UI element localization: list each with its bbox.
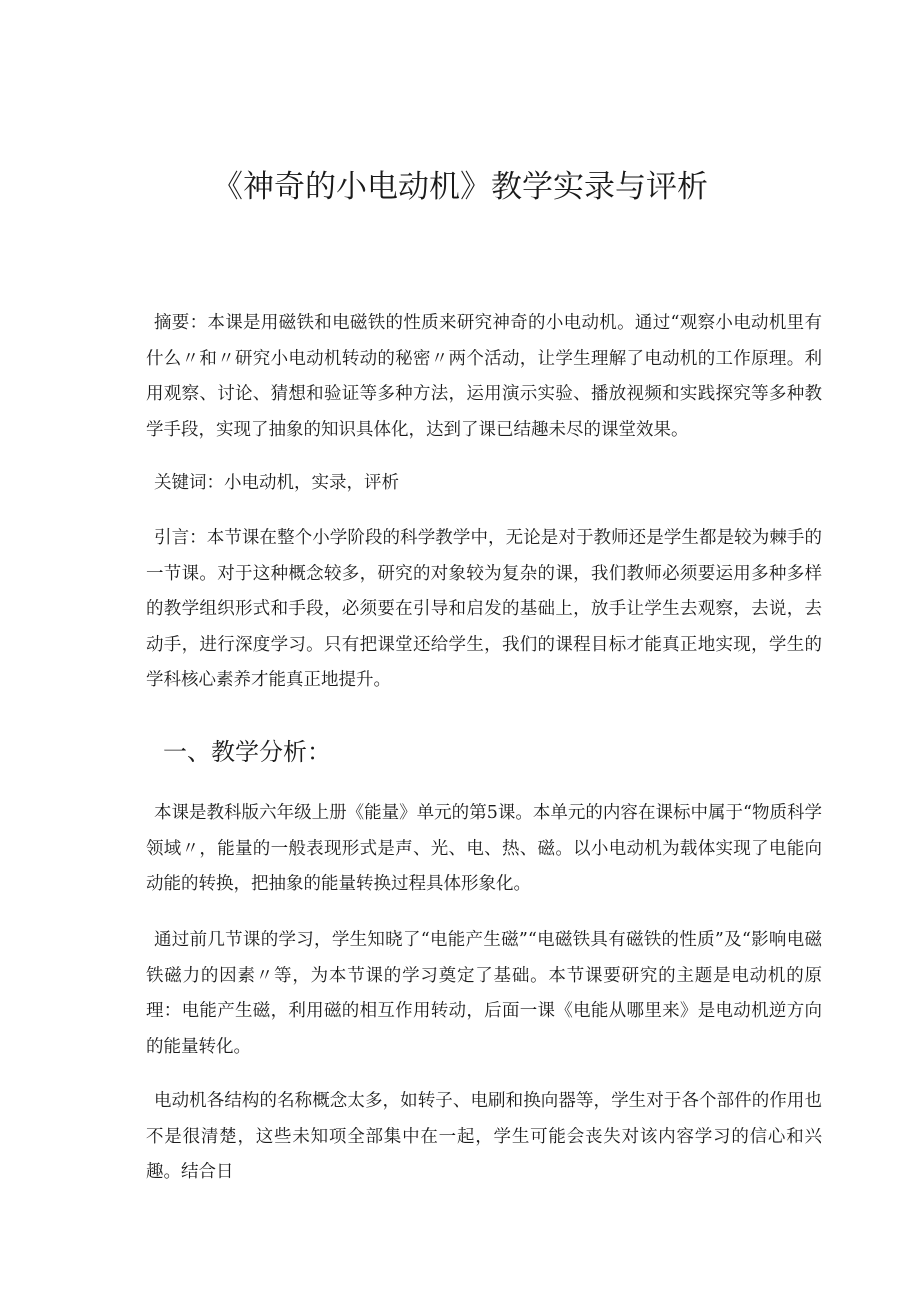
abstract-paragraph: 摘要：本课是用磁铁和电磁铁的性质来研究神奇的小电动机。通过“观察小电动机里有什么〃和〃研究小电动机转动的秘密〃两个活动，让学生理解了电动机的工作原理。利用观察、讨论、猜想和验证等多种方法，运用演示实验、播放视频和实践探究等多种教学手段，实现了抽象的知识具体化，达到了课已结趣未尽的课堂效果。 [146, 313, 822, 440]
section-paragraph-2: 通过前几节课的学习，学生知晓了“电能产生磁”“电磁铁具有磁铁的性质”及“影响电磁铁磁力的因素〃等，为本节课的学习奠定了基础。本节课要研究的主题是电动机的原理：电能产生磁，利用磁的相互作用转动，后面一课《电能从哪里来》是电动机逆方向的能量转化。 [146, 930, 822, 1057]
section-paragraph-1: 本课是教科版六年级上册《能量》单元的第5课。本单元的内容在课标中属于“物质科学领域〃，能量的一般表现形式是声、光、电、热、磁。以小电动机为载体实现了电能向动能的转换，把抽象的能量转换过程具体形象化。 [146, 803, 822, 894]
document-title: 《神奇的小电动机》教学实录与评析 [212, 169, 708, 205]
section-paragraph-3: 电动机各结构的名称概念太多，如转子、电刷和换向器等，学生对于各个部件的作用也不是很清楚，这些未知项全部集中在一起，学生可能会丧失对该内容学习的信心和兴趣。结合日 [146, 1091, 822, 1182]
keywords-paragraph: 关键词：小电动机，实录，评析 [154, 473, 399, 493]
section-heading-teaching-analysis: 一、教学分析： [163, 738, 331, 766]
introduction-paragraph: 引言：本节课在整个小学阶段的科学教学中，无论是对于教师还是学生都是较为棘手的一节课。对于这种概念较多，研究的对象较为复杂的课，我们教师必须要运用多种多样的教学组织形式和手段，必须要在引导和启发的基础上，放手让学生去观察，去说，去动手，进行深度学习。只有把课堂还给学生，我们的课程目标才能真正地实现，学生的学科核心素养才能真正地提升。 [146, 528, 822, 690]
